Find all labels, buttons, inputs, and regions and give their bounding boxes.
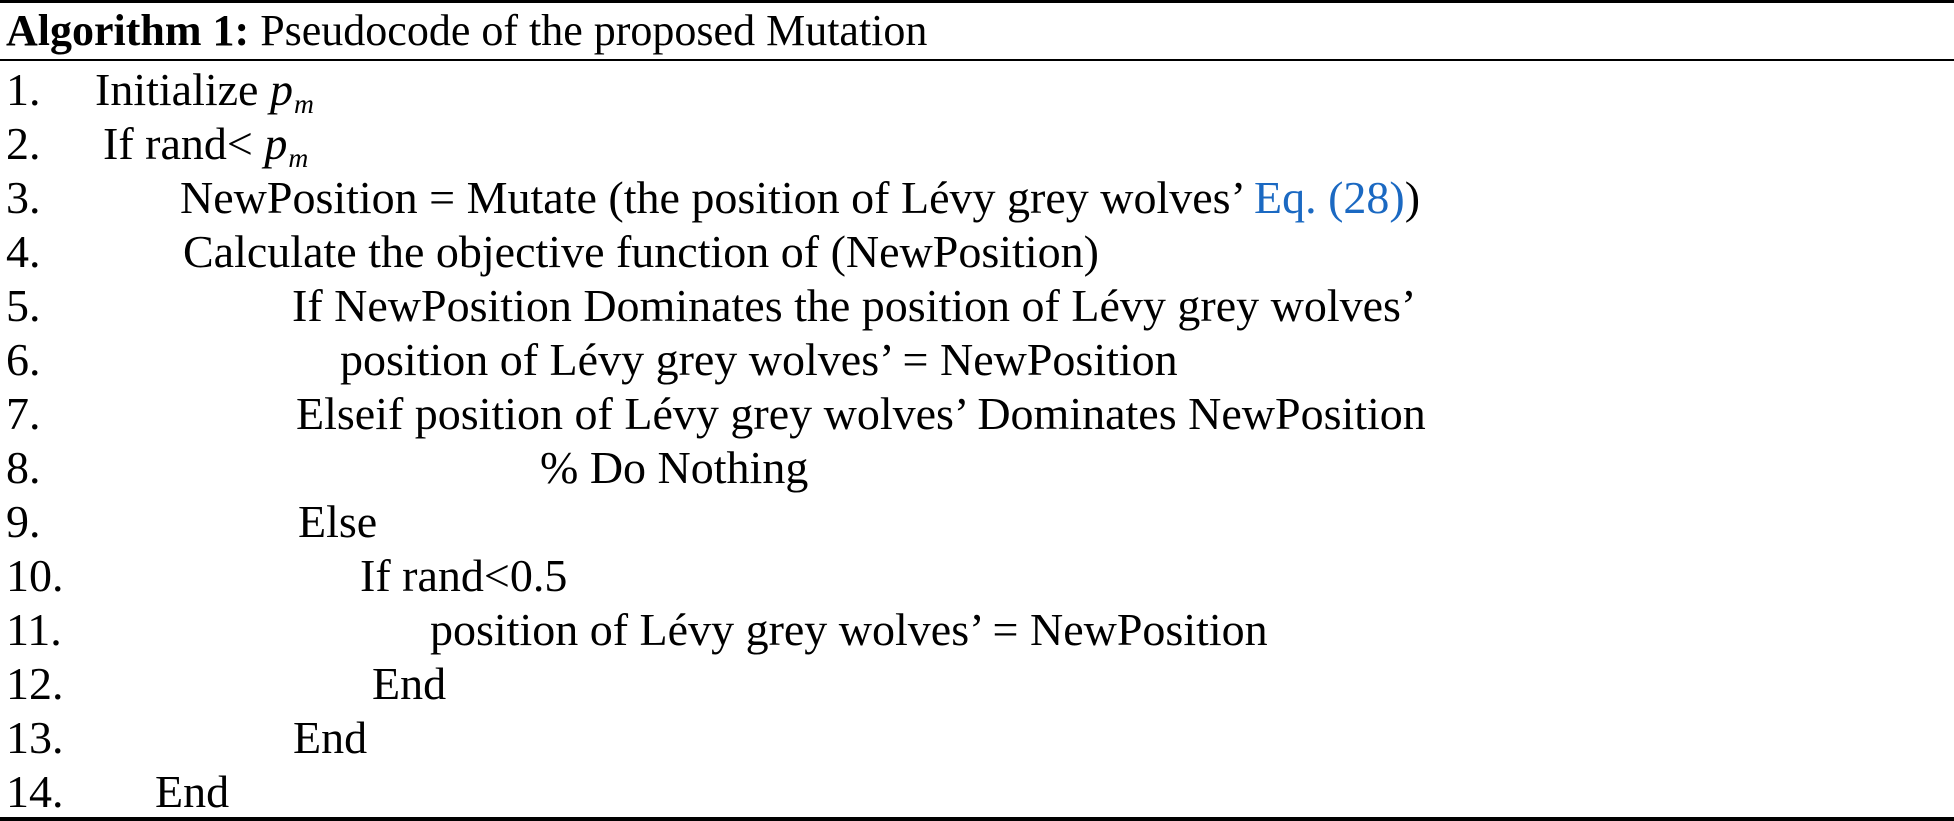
line-text	[0, 225, 1954, 279]
line-text-segment: Calculate the objective function of (NewPosition)	[183, 226, 1099, 277]
line-text-segment: End	[293, 712, 368, 763]
line-text-segment: Initialize	[95, 64, 270, 115]
eq-28-link[interactable]: Eq. (28)	[1253, 172, 1405, 223]
line-number: 14.	[6, 766, 64, 817]
algorithm-line	[0, 225, 1954, 279]
line-number: 9.	[6, 496, 41, 547]
math-variable: p	[269, 64, 293, 115]
line-text-segment: Elseif position of Lévy grey wolves’ Dominates NewPosition	[296, 388, 1426, 439]
line-text	[0, 171, 1954, 225]
math-variable: p	[264, 118, 288, 169]
math-subscript: m	[288, 141, 309, 173]
line-text	[0, 495, 1954, 549]
line-number: 6.	[6, 334, 41, 385]
line-text-segment: If NewPosition Dominates the position of Lévy grey wolves’	[292, 280, 1417, 331]
line-text-segment: )	[1404, 172, 1421, 223]
algorithm-line	[0, 117, 1954, 171]
algorithm-line	[0, 549, 1954, 603]
algorithm-line	[0, 657, 1954, 711]
line-text-segment: % Do Nothing	[540, 442, 809, 493]
line-text	[0, 549, 1954, 603]
algorithm-label: Algorithm 1:	[6, 6, 250, 55]
line-text	[0, 279, 1954, 333]
line-number: 10.	[6, 550, 64, 601]
line-number: 5.	[6, 280, 41, 331]
algorithm-line	[0, 63, 1954, 117]
line-text-segment: If rand<	[103, 118, 265, 169]
line-number: 13.	[6, 712, 64, 763]
line-text-segment: position of Lévy grey wolves’ = NewPosition	[340, 334, 1178, 385]
algorithm-line	[0, 333, 1954, 387]
line-text-segment: Else	[298, 496, 378, 547]
line-number: 7.	[6, 388, 41, 439]
algorithm-line	[0, 441, 1954, 495]
algorithm-line	[0, 387, 1954, 441]
math-subscript: m	[293, 87, 314, 119]
line-text-segment: If rand<0.5	[360, 550, 568, 601]
line-text	[0, 333, 1954, 387]
algorithm-line	[0, 171, 1954, 225]
algorithm-line	[0, 279, 1954, 333]
line-text	[0, 765, 1954, 819]
algorithm-line	[0, 603, 1954, 657]
line-text	[0, 711, 1954, 765]
line-number: 3.	[6, 172, 41, 223]
algorithm-line	[0, 495, 1954, 549]
line-number: 12.	[6, 658, 64, 709]
line-text	[0, 657, 1954, 711]
algorithm-body	[0, 61, 1954, 819]
line-text-segment: End	[155, 766, 230, 817]
algorithm-line	[0, 711, 1954, 765]
line-text-segment: position of Lévy grey wolves’ = NewPosition	[430, 604, 1268, 655]
line-text-segment: End	[372, 658, 447, 709]
algorithm-header	[0, 3, 1954, 61]
algorithm-title: Pseudocode of the proposed Mutation	[260, 6, 928, 55]
line-text	[0, 603, 1954, 657]
line-text-segment: NewPosition = Mutate (the position of Lévy grey wolves’	[180, 172, 1254, 223]
line-number: 2.	[6, 118, 41, 169]
line-number: 8.	[6, 442, 41, 493]
line-text	[0, 441, 1954, 495]
line-text	[0, 387, 1954, 441]
line-number: 11.	[6, 604, 62, 655]
algorithm-line	[0, 765, 1954, 819]
line-number: 4.	[6, 226, 41, 277]
line-number: 1.	[6, 64, 41, 115]
